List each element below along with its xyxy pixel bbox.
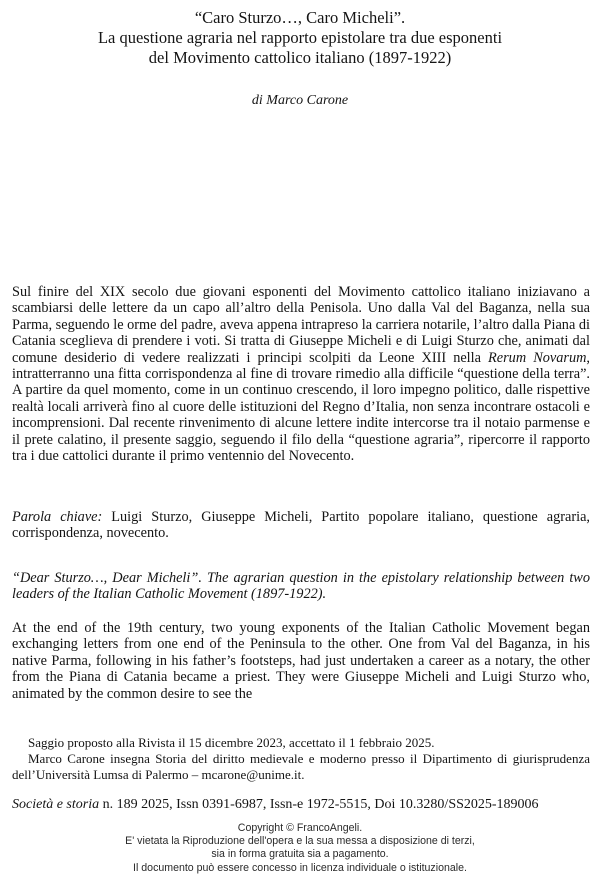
abstract-english: At the end of the 19th century, two young exponents of the Italian Catholic Movement began exchanging letters from one end of the Peninsula to the other. One from Val del Baganza, in his native Parma, following in his father’s footsteps, had just undertaken a career as a notary, the other from the Piana di Catania became a priest. They were Giuseppe Micheli and Luigi Sturzo who, animated by the common desire to see the — [12, 620, 590, 702]
english-title: “Dear Sturzo…, Dear Micheli”. The agrarian question in the epistolary relationship between two leaders of the Italian Catholic Movement (1897-1922). — [12, 570, 590, 603]
footnote-submission: Saggio proposto alla Rivista il 15 dicembre 2023, accettato il 1 febbraio 2025. — [28, 735, 435, 750]
copyright-line-2: E' vietata la Riproduzione dell'opera e la sua messa a disposizione di terzi, — [125, 835, 475, 848]
title-line-1: “Caro Sturzo…, Caro Micheli”. — [194, 8, 406, 27]
page-title — [12, 8, 588, 68]
footnote-author-affiliation: Marco Carone insegna Storia del diritto medievale e moderno presso il Dipartimento di giurisprudenza dell’Università Lumsa di Palermo – mcarone@unime.it. — [12, 750, 590, 782]
abstract-italian: Sul finire del XIX secolo due giovani esponenti del Movimento cattolico italiano iniziavano a scambiarsi delle lettere da un capo all’altro della Penisola. Uno dalla Val del Baganza, nella sua Parma, seguendo le orme del padre, aveva appena intrapreso la carriera notarile, l’altro dalla Piana di Catania sceglieva di prendere i voti. Si tratta di Giuseppe Micheli e di Luigi Sturzo che, animati dal comune desiderio di vedere realizzati i principi scolpiti da Leone XIII nella Rerum Novarum, intratterranno una fitta corrispondenza al fine di trovare rimedio alla difficile “questione della terra”. A partire da quel momento, come in un continuo crescendo, il loro impegno politico, dalle rispettive realtà locali arriverà fino al cuore delle istituzioni del Regno d’Italia, non senza incontrare ostacoli e incomprensioni. Dal recente rinvenimento di alcune lettere indite intercorse tra il notaio parmense e il prete calatino, il presente saggio, seguendo il filo della “questione agraria”, ripercorre il rapporto tra i due cattolici durante il primo ventennio del Novecento. — [12, 284, 590, 465]
keywords-line: Parola chiave: Luigi Sturzo, Giuseppe Micheli, Partito popolare italiano, questione agraria, corrispondenza, novecento. — [12, 509, 590, 542]
copyright-line-1: Copyright © FrancoAngeli. — [237, 822, 363, 834]
journal-citation-line: Società e storia n. 189 2025, Issn 0391-6987, Issn-e 1972-5515, Doi 10.3280/SS2025-189006 — [12, 797, 539, 812]
footnote-block — [12, 735, 590, 782]
title-line-2: La questione agraria nel rapporto epistolare tra due esponenti — [97, 28, 503, 47]
copyright-line-4: Il documento può essere concesso in licenza individuale o istituzionale. — [133, 861, 467, 874]
title-line-3: del Movimento cattolico italiano (1897-1922) — [148, 48, 452, 67]
author-byline: di Marco Carone — [251, 93, 349, 108]
copyright-notice — [12, 822, 588, 875]
copyright-line-3: sia in forma gratuita sia a pagamento. — [211, 848, 389, 861]
